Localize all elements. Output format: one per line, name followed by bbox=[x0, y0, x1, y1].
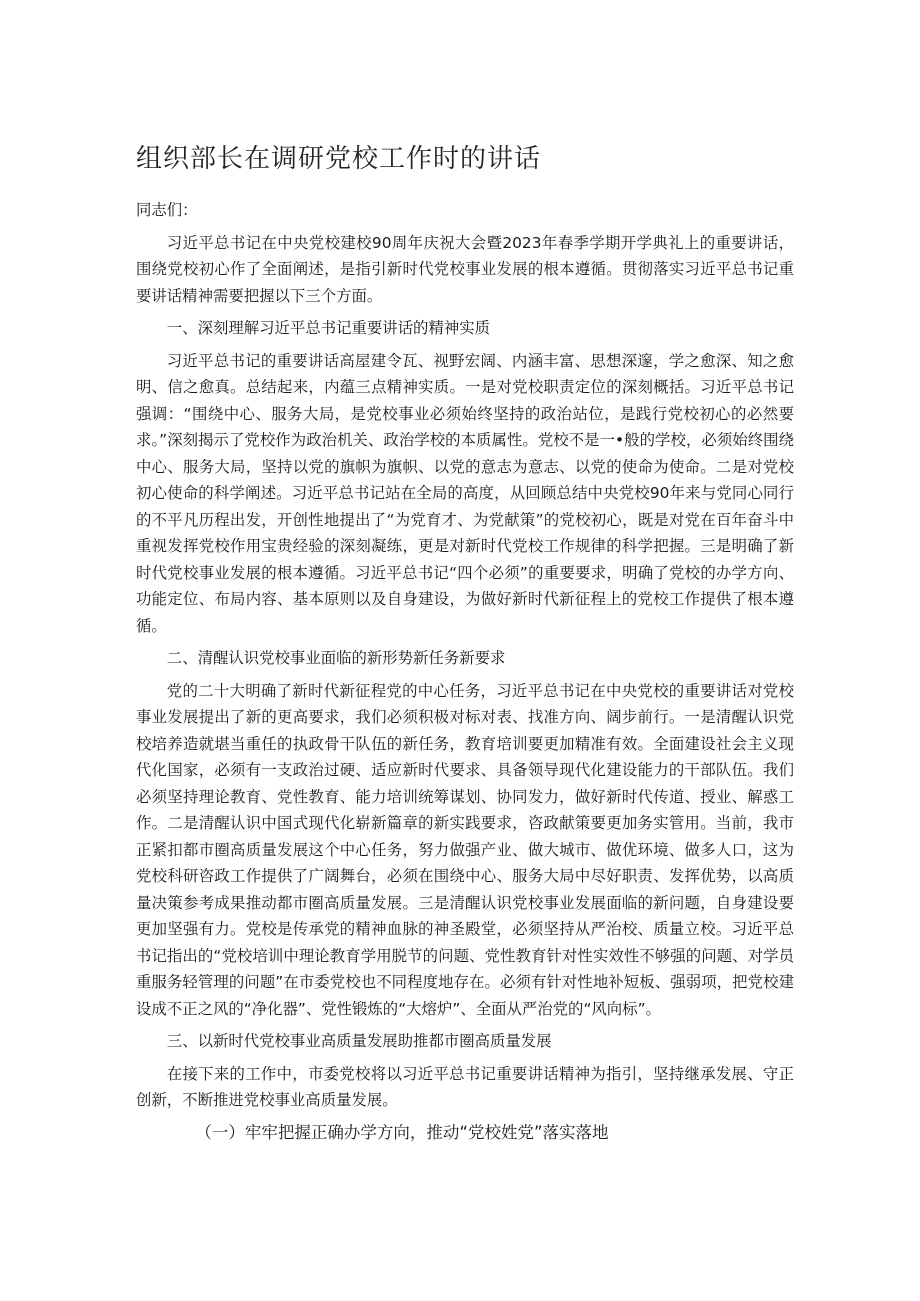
document-body bbox=[136, 197, 794, 1146]
section-3-body: 在接下来的工作中，市委党校将以习近平总书记重要讲话精神为指引，坚持继承发展、守正创新，不断推进党校事业高质量发展。 bbox=[136, 1064, 794, 1109]
section-3-heading: 三、以新时代党校事业高质量发展助推都市圈高质量发展 bbox=[166, 1032, 552, 1050]
section-1-body: 习近平总书记的重要讲话高屋建令瓦、视野宏阔、内涵丰富、思想深邃，学之愈深、知之愈明、信之愈真。总结起来，内蕴三点精神实质。一是对党校职责定位的深刻概括。习近平总书记强调：“围绕中心、服务大局，是党校事业必须始终坚持的政治站位，是践行党校初心的必然要求。”深刻揭示了党校作为政治机关、政治学校的本质属性。党校不是一•般的学校，必须始终围绕中心、服务大局，坚持以党的旗帜为旗帜、以党的意志为意志、以党的使命为使命。二是对党校初心使命的科学阐述。习近平总书记站在全局的高度，从回顾总结中央党校90年来与党同心同行的不平凡历程出发，开创性地提出了“为党育才、为党献策”的党校初心，既是对党在百年奋斗中重视发挥党校作用宝贵经验的深刻凝练，更是对新时代党校工作规律的科学把握。三是明确了新时代党校事业发展的根本遵循。习近平总书记“四个必须”的重要要求，明确了党校的办学方向、功能定位、布局内容、基本原则以及自身建设，为做好新时代新征程上的党校工作提供了根本遵循。 bbox=[136, 351, 794, 635]
section-2-heading: 二、清醒认识党校事业面临的新形势新任务新要求 bbox=[166, 649, 506, 667]
document-title: 组织部长在调研党校工作时的讲话 bbox=[136, 144, 542, 174]
subsection-heading: （一）牢牢把握正确办学方向，推动“党校姓党”落实落地 bbox=[195, 1122, 609, 1142]
section-1-heading: 一、深刻理解习近平总书记重要讲话的精神实质 bbox=[166, 319, 491, 337]
section-2-body: 党的二十大明确了新时代新征程党的中心任务，习近平总书记在中央党校的重要讲话对党校事业发展提出了新的更高要求，我们必须积极对标对表、找准方向、阔步前行。一是清醒认识党校培养造就堪当重任的执政骨干队伍的新任务，教育培训要更加精准有效。全面建设社会主义现代化国家，必须有一支政治过硬、适应新时代要求、具备领导现代化建设能力的干部队伍。我们必须坚持理论教育、党性教育、能力培训统筹谋划、协同发力，做好新时代传道、授业、解惑工作。二是清醒认识中国式现代化崭新篇章的新实践要求，咨政献策要更加务实管用。当前，我市正紧扣都市圈高质量发展这个中心任务，努力做强产业、做大城市、做优环境、做多人口，这为党校科研咨政工作提供了广阔舞台，必须在围绕中心、服务大局中尽好职责、发挥优势，以高质量决策参考成果推动都市圈高质量发展。三是清醒认识党校事业发展面临的新问题，自身建设要更加坚强有力。党校是传承党的精神血脉的神圣殿堂，必须坚持从严治校、质量立校。习近平总书记指出的“党校培训中理论教育学用脱节的问题、党性教育针对性实效性不够强的问题、对学员重服务轻管理的问题”在市委党校也不同程度地存在。必须有针对性地补短板、强弱项，把党校建设成不正之风的“净化器”、党性锻炼的“大熔炉”、全面从严治党的“风向标”。 bbox=[136, 681, 794, 1018]
intro-paragraph: 习近平总书记在中央党校建校90周年庆祝大会暨2023年春季学期开学典礼上的重要讲话，围绕党校初心作了全面阐述，是指引新时代党校事业发展的根本遵循。贯彻落实习近平总书记重要讲话精神需要把握以下三个方面。 bbox=[136, 233, 794, 305]
salutation: 同志们： bbox=[136, 201, 198, 219]
